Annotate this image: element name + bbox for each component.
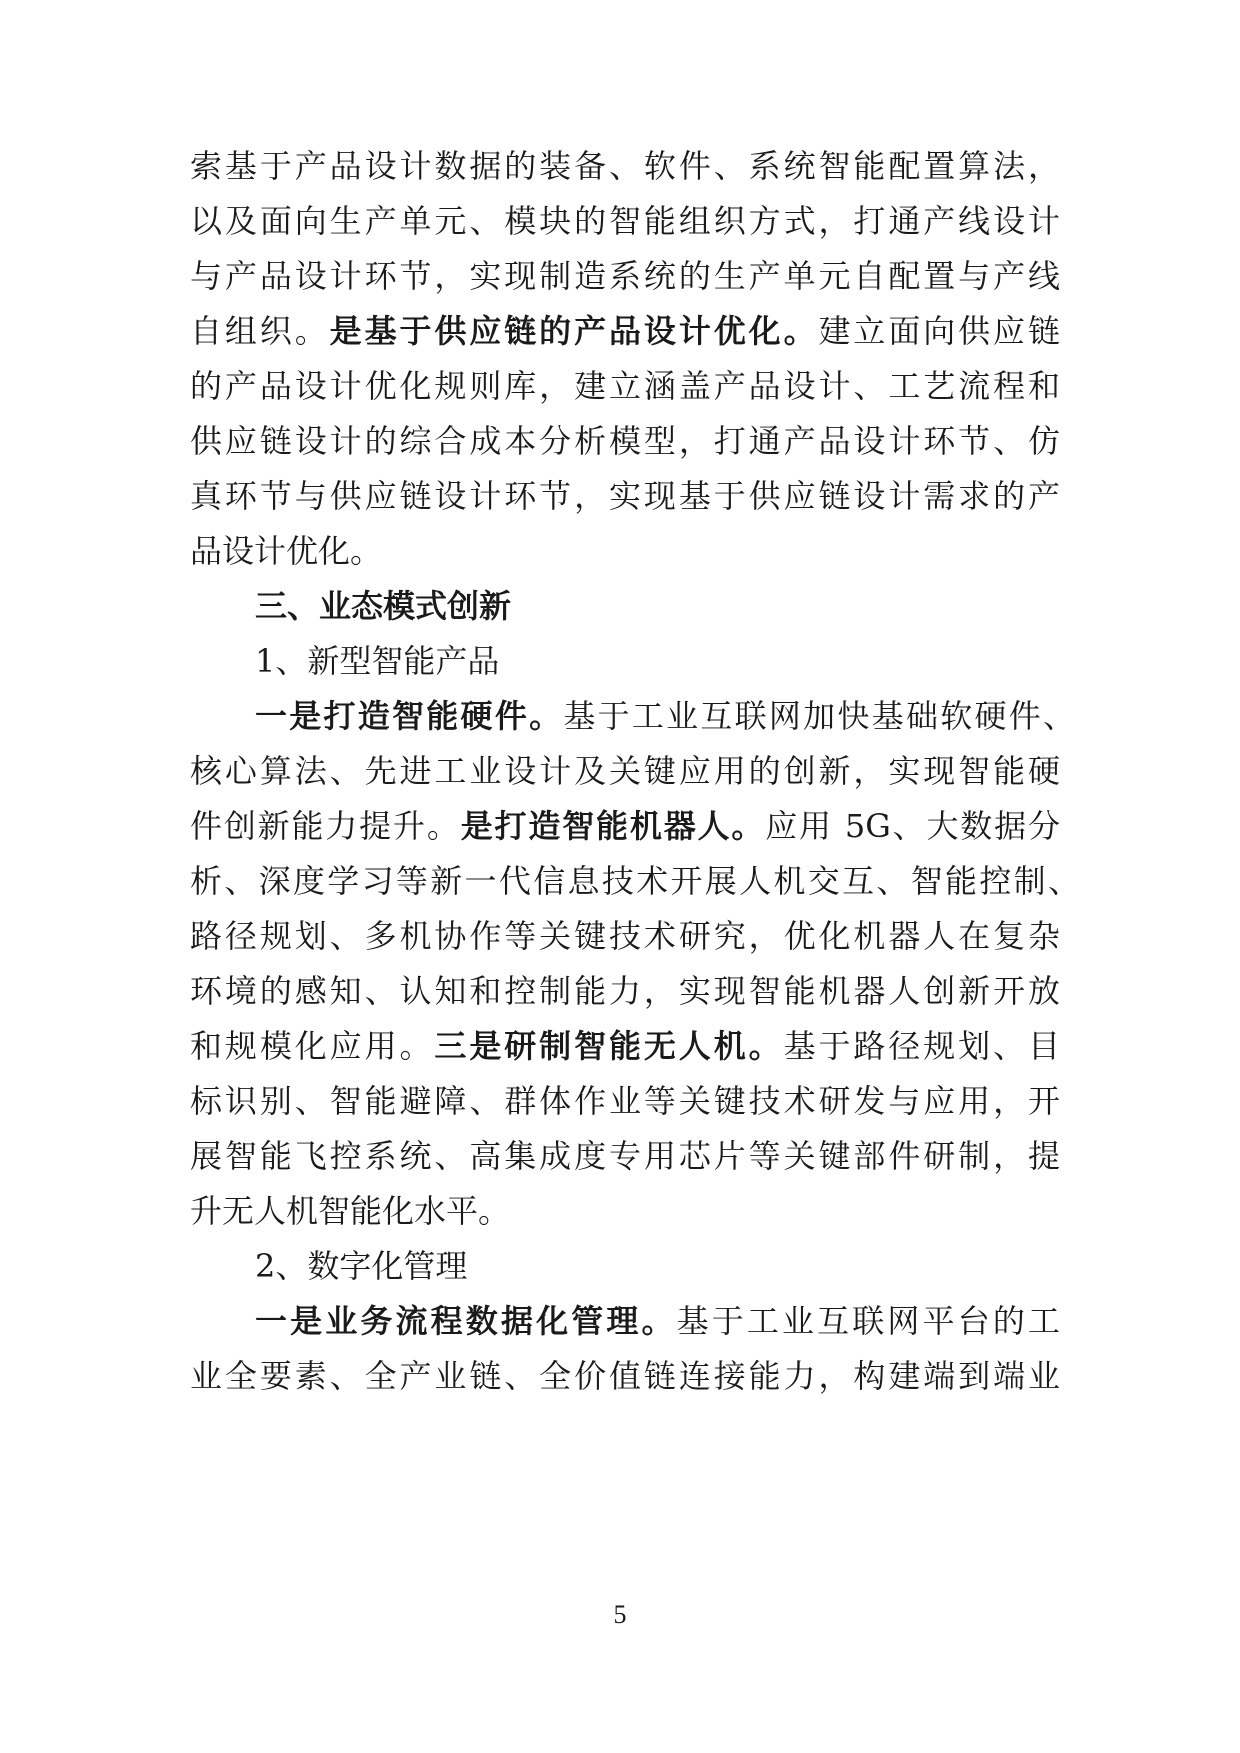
body-line-4 (190, 306, 1060, 356)
body-line-11 (255, 691, 1075, 741)
body-line-15: 路径规划、多机协作等关键技术研究，优化机器人在复杂 (190, 917, 1060, 955)
body-line-14: 析、深度学习等新一代信息技术开展人机交互、智能控制、 (190, 862, 1080, 900)
body-line-17 (190, 1021, 1060, 1071)
body-line-22 (255, 1296, 1060, 1346)
line-4-bold-heading: 是基于供应链的产品设计优化。 (329, 312, 819, 350)
line-22-bold-heading: 一是业务流程数据化管理。 (255, 1302, 677, 1340)
body-line-13 (190, 801, 1060, 851)
section-heading-3: 三、业态模式创新 (255, 587, 512, 625)
body-line-23: 业全要素、全产业链、全价值链连接能力，构建端到端业 (190, 1357, 1060, 1395)
body-line-5: 的产品设计优化规则库，建立涵盖产品设计、工艺流程和 (190, 367, 1060, 405)
body-line-6: 供应链设计的综合成本分析模型，打通产品设计环节、仿 (190, 422, 1060, 460)
line-11-text-b: 基于工业互联网加快基础软硬件、 (563, 697, 1075, 735)
line-17-bold-heading: 三是研制智能无人机。 (434, 1027, 784, 1065)
body-line-2: 以及面向生产单元、模块的智能组织方式，打通产线设计 (190, 202, 1060, 240)
body-line-18: 标识别、智能避障、群体作业等关键技术研发与应用，开 (190, 1082, 1060, 1120)
page-number: 5 (613, 1600, 627, 1629)
line-13-bold-heading: 是打造智能机器人。 (460, 807, 766, 845)
body-line-8: 品设计优化。 (190, 532, 383, 570)
body-line-7: 真环节与供应链设计环节，实现基于供应链设计需求的产 (190, 477, 1060, 515)
subsection-heading-1: 1、新型智能产品 (255, 642, 500, 680)
body-line-16: 环境的感知、认知和控制能力，实现智能机器人创新开放 (190, 972, 1060, 1010)
line-22-text-b: 基于工业互联网平台的工 (676, 1302, 1060, 1340)
line-17-text-a: 和规模化应用。 (190, 1027, 435, 1065)
body-line-3: 与产品设计环节，实现制造系统的生产单元自配置与产线 (190, 257, 1060, 295)
body-line-20: 升无人机智能化水平。 (190, 1192, 511, 1230)
line-4-text-a: 自组织。 (190, 312, 330, 350)
line-11-bold-heading: 一是打造智能硬件。 (255, 697, 564, 735)
line-4-text-c: 建立面向供应链 (818, 312, 1060, 350)
line-13-text-a: 件创新能力提升。 (190, 807, 461, 845)
body-line-19: 展智能飞控系统、高集成度专用芯片等关键部件研制，提 (190, 1137, 1060, 1175)
body-line-1: 索基于产品设计数据的装备、软件、系统智能配置算法， (190, 147, 1060, 185)
line-13-text-c: 应用 5G、大数据分 (765, 807, 1060, 845)
body-line-12: 核心算法、先进工业设计及关键应用的创新，实现智能硬 (190, 752, 1060, 790)
line-17-text-c: 基于路径规划、目 (783, 1027, 1060, 1065)
subsection-heading-2: 2、数字化管理 (255, 1247, 468, 1285)
